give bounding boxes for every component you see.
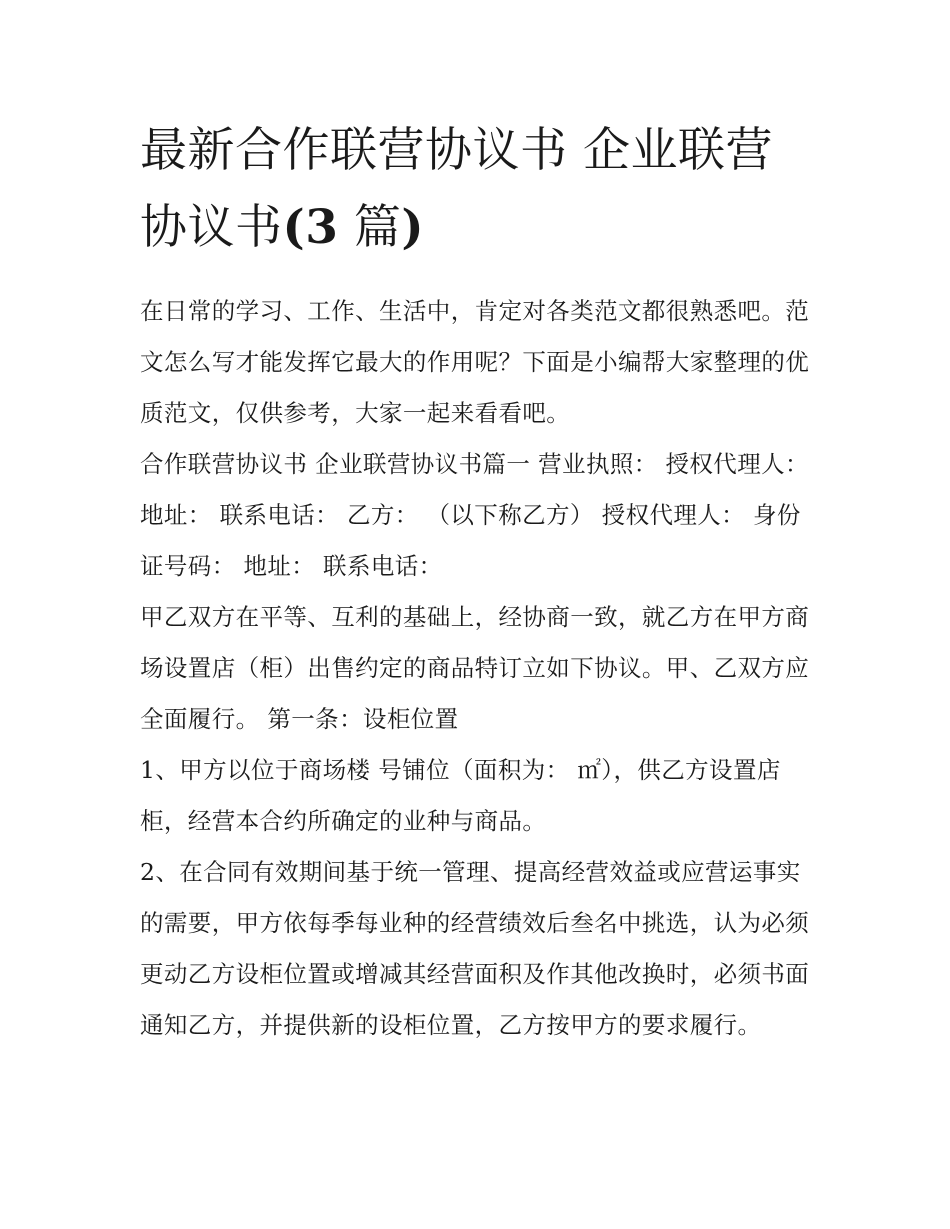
title-line-2-bold: (3 bbox=[282, 200, 339, 255]
paragraph-parties: 合作联营协议书 企业联营协议书篇一 营业执照： 授权代理人： 地址： 联系电话： 乙方： （以下称乙方） 授权代理人： 身份证号码： 地址： 联系电话： bbox=[140, 450, 809, 580]
document-body bbox=[140, 286, 812, 1051]
title-line-1: 最新合作联营协议书 企业联营 bbox=[140, 123, 773, 178]
title-line-2-close: ) bbox=[401, 200, 425, 255]
paragraph-intro: 在日常的学习、工作、生活中，肯定对各类范文都很熟悉吧。范文怎么写才能发挥它最大的作用呢？下面是小编帮大家整理的优质范文，仅供参考，大家一起来看看吧。 bbox=[140, 297, 810, 427]
title-line-2-suffix: 篇 bbox=[338, 200, 402, 255]
paragraph-agreement: 甲乙双方在平等、互利的基础上，经协商一致，就乙方在甲方商场设置店（柜）出售约定的商品特订立如下协议。甲、乙双方应全面履行。 第一条：设柜位置 bbox=[140, 603, 810, 733]
document-page bbox=[140, 112, 812, 1051]
document-title bbox=[140, 112, 812, 266]
paragraph-clause-2: 2、在合同有效期间基于统一管理、提高经营效益或应营运事实的需要，甲方依每季每业种的经营绩效后叁名中挑选，认为必须更动乙方设柜位置或增减其经营面积及作其他改换时，必须书面通知乙方，并提供新的设柜位置，乙方按甲方的要求履行。 bbox=[140, 858, 810, 1039]
title-line-2-prefix: 协议书 bbox=[140, 200, 283, 255]
paragraph-clause-1: 1、甲方以位于商场楼 号铺位（面积为： ㎡），供乙方设置店柜，经营本合约所确定的业种与商品。 bbox=[140, 756, 781, 835]
